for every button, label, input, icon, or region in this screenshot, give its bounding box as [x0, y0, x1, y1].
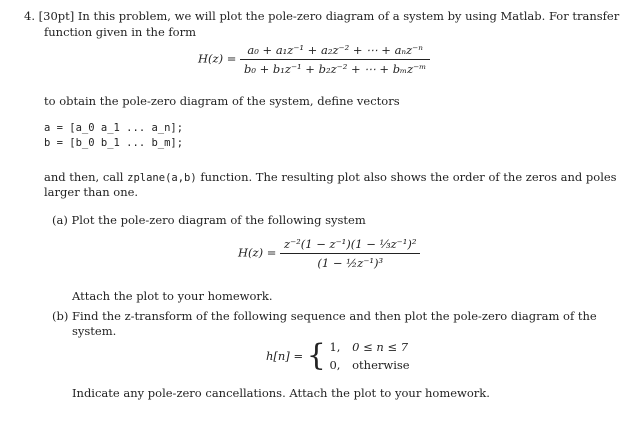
part-b-eq-lhs: h[n] =	[266, 349, 304, 363]
part-a-eq-lhs: H(z) =	[238, 245, 277, 260]
part-a-label: (a)	[52, 213, 68, 227]
problem-intro-line1	[24, 9, 619, 23]
code-line-b: b = [b_0 b_1 ... b_m];	[44, 137, 184, 149]
case-2	[329, 356, 409, 374]
eq1-lhs: H(z) =	[198, 51, 237, 66]
case-1-condition: 0 ≤ n ≤ 7	[352, 340, 409, 354]
part-a-prompt	[52, 213, 366, 227]
part-b-prompt-line1	[52, 309, 597, 323]
zplane-call-line1	[44, 170, 617, 184]
code-line-a: a = [a_0 a_1 ... a_n];	[44, 122, 184, 134]
piecewise-cases	[329, 338, 409, 374]
problem-number: 4.	[24, 9, 35, 23]
intro-text: In this problem, we will plot the pole-zero diagram of a system by using Matlab. For transfer	[77, 9, 620, 23]
eq1-denominator: b₀ + b₁z⁻¹ + b₂z⁻² + ⋯ + bₘz⁻ᵐ	[244, 62, 427, 76]
part-a-text: Plot the pole-zero diagram of the following system	[71, 213, 366, 227]
part-b-label: (b)	[52, 309, 69, 323]
transfer-function-equation	[198, 43, 430, 76]
part-b-prompt-line2: system.	[72, 324, 117, 338]
part-a-fraction	[280, 237, 420, 270]
call-suffix: function. The resulting plot also shows the order of the zeros and poles	[200, 170, 617, 184]
part-a-equation	[238, 237, 420, 270]
problem-intro-line2: function given in the form	[44, 25, 197, 39]
zplane-call-line2: larger than one.	[44, 185, 139, 199]
part-a-denominator: (1 − ½z⁻¹)³	[317, 256, 384, 270]
part-b-equation	[266, 338, 410, 374]
problem-points: [30pt]	[38, 9, 75, 23]
define-vectors-text: to obtain the pole-zero diagram of the system, define vectors	[44, 94, 400, 108]
part-a-attach: Attach the plot to your homework.	[72, 289, 273, 303]
case-1	[329, 338, 409, 356]
case-1-value: 1,	[329, 340, 341, 354]
part-b-text: Find the z-transform of the following sequence and then plot the pole-zero diagram of the	[72, 309, 597, 323]
case-2-condition: otherwise	[352, 358, 410, 372]
part-a-numerator: z⁻²(1 − z⁻¹)(1 − ⅓z⁻¹)²	[280, 237, 420, 254]
part-b-indicate: Indicate any pole-zero cancellations. Attach the plot to your homework.	[72, 386, 490, 400]
eq1-numerator: a₀ + a₁z⁻¹ + a₂z⁻² + ⋯ + aₙz⁻ⁿ	[240, 43, 430, 60]
call-prefix: and then, call	[44, 170, 124, 184]
left-brace: {	[306, 338, 326, 373]
zplane-code: zplane(a,b)	[127, 172, 197, 184]
eq1-fraction	[240, 43, 430, 76]
case-2-value: 0,	[329, 358, 341, 372]
